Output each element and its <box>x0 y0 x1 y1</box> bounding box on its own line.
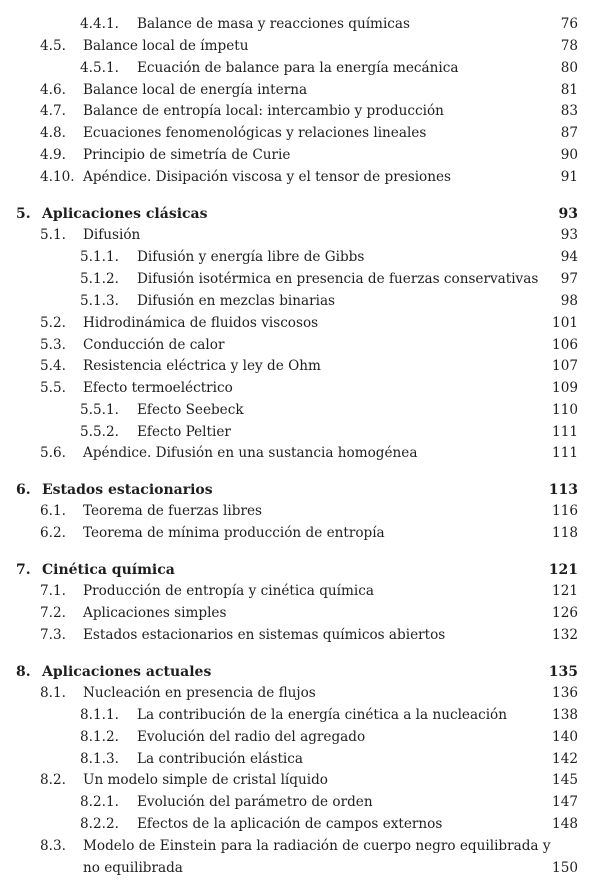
toc-entry-title: La contribución de la energía cinética a la nucleación <box>137 707 507 723</box>
toc-entry-title: Nucleación en presencia de flujos <box>83 685 316 701</box>
toc-entry-number: 6.2. <box>40 525 66 541</box>
toc-entry-row <box>0 399 600 421</box>
toc-entry-page: 150 <box>552 860 578 876</box>
toc-entry-row <box>0 748 600 770</box>
toc-entry-number: 5.1.3. <box>80 293 119 309</box>
toc-entry-page: 145 <box>552 772 578 788</box>
toc-entry-row <box>0 122 600 144</box>
toc-entry-number: 4.10. <box>40 169 75 185</box>
toc-entry-row <box>0 355 600 377</box>
toc-entry-title: Un modelo simple de cristal líquido <box>83 772 328 788</box>
toc-chapter-row <box>0 203 600 225</box>
toc-entry-page: 126 <box>552 605 578 621</box>
toc-entry-title: Efecto Peltier <box>137 424 231 440</box>
toc-entry-title: Aplicaciones actuales <box>42 664 212 680</box>
toc-entry-title: Difusión isotérmica en presencia de fuerzas conservativas <box>137 271 539 287</box>
toc-entry-title: Modelo de Einstein para la radiación de cuerpo negro equilibrada y no equilibrada <box>83 838 551 876</box>
toc-chapter-row <box>0 479 600 501</box>
toc-entry-page: 121 <box>552 583 578 599</box>
toc-entry-title: Ecuaciones fenomenológicas y relaciones lineales <box>83 125 427 141</box>
toc-entry-page: 135 <box>548 664 578 680</box>
toc-entry-title: Teorema de mínima producción de entropía <box>83 525 385 541</box>
toc-entry-number: 4.9. <box>40 147 66 163</box>
toc-entry-number: 8.1. <box>40 685 66 701</box>
toc-entry-page: 118 <box>552 525 578 541</box>
toc-entry-number: 4.5. <box>40 38 66 54</box>
toc-entry-number: 5.3. <box>40 337 66 353</box>
toc-entry-page: 136 <box>552 685 578 701</box>
toc-entry-row <box>0 57 600 79</box>
toc-entry-number: 4.7. <box>40 103 66 119</box>
toc-entry-number: 4.6. <box>40 82 66 98</box>
toc-entry-row <box>0 791 600 813</box>
toc-entry-number: 4.5.1. <box>80 60 119 76</box>
toc-entry-page: 140 <box>552 729 578 745</box>
toc-entry-row <box>0 769 600 791</box>
toc-entry-row <box>0 421 600 443</box>
toc-entry-number: 7. <box>16 562 31 578</box>
toc-entry-page: 109 <box>552 380 578 396</box>
toc-entry-row <box>0 312 600 334</box>
toc-entry-number: 8.2. <box>40 772 66 788</box>
toc-entry-number: 6. <box>16 482 31 498</box>
toc-entry-number: 6.1. <box>40 503 66 519</box>
toc-entry-page: 111 <box>552 445 578 461</box>
toc-entry-number: 8.1.3. <box>80 751 119 767</box>
toc-entry-page: 113 <box>548 482 578 498</box>
toc-entry-number: 7.2. <box>40 605 66 621</box>
toc-entry-title: Difusión en mezclas binarias <box>137 293 336 309</box>
toc-entry-number: 5.6. <box>40 445 66 461</box>
toc-entry-row <box>0 100 600 122</box>
toc-entry-page: 90 <box>560 147 578 163</box>
toc-entry-title: La contribución elástica <box>137 751 303 767</box>
toc-entry-row <box>0 144 600 166</box>
toc-entry-number: 5.5. <box>40 380 66 396</box>
toc-entry-page: 80 <box>560 60 578 76</box>
toc-entry-row <box>0 166 600 188</box>
toc-entry-page: 78 <box>560 38 578 54</box>
toc-entry-row <box>0 813 600 835</box>
toc-entry-row <box>0 35 600 57</box>
toc-entry-title: Estados estacionarios <box>42 482 213 498</box>
toc-entry-row <box>0 79 600 101</box>
toc-entry-page: 91 <box>560 169 578 185</box>
toc-entry-row <box>0 522 600 544</box>
toc-entry-page: 111 <box>552 424 578 440</box>
toc-entry-title: Ecuación de balance para la energía mecánica <box>137 60 459 76</box>
toc-entry-number: 8.1.1. <box>80 707 119 723</box>
toc-entry-title: Apéndice. Difusión en una sustancia homogénea <box>83 445 418 461</box>
toc-entry-title: Difusión y energía libre de Gibbs <box>137 249 365 265</box>
toc-entry-row <box>0 602 600 624</box>
toc-entry-page: 81 <box>560 82 578 98</box>
toc-entry-number: 5.1. <box>40 227 66 243</box>
toc-entry-row <box>0 704 600 726</box>
toc-entry-page: 87 <box>560 125 578 141</box>
toc-entry-page: 148 <box>552 816 578 832</box>
toc-entry-number: 5.4. <box>40 358 66 374</box>
toc-entry-number: 7.3. <box>40 627 66 643</box>
toc-entry-number: 8.1.2. <box>80 729 119 745</box>
toc-entry-page: 121 <box>548 562 578 578</box>
toc-entry-title: Evolución del radio del agregado <box>137 729 366 745</box>
toc-entry-title: Efectos de la aplicación de campos externos <box>137 816 443 832</box>
toc-entry-page: 116 <box>552 503 578 519</box>
toc-entry-title: Difusión <box>83 227 141 243</box>
toc-entry-row <box>0 377 600 399</box>
toc-entry-row <box>0 224 600 246</box>
toc-entry-page: 94 <box>560 249 578 265</box>
toc-entry-page: 110 <box>552 402 578 418</box>
toc-chapter-row <box>0 661 600 683</box>
toc-entry-page: 142 <box>552 751 578 767</box>
toc-entry-title: Producción de entropía y cinética química <box>83 583 374 599</box>
toc-entry-page: 101 <box>552 315 578 331</box>
toc-entry-row <box>0 246 600 268</box>
toc-entry-number: 5.5.1. <box>80 402 119 418</box>
toc-entry-page: 93 <box>558 206 578 222</box>
toc-entry-number: 5.2. <box>40 315 66 331</box>
toc-entry-title: Efecto termoeléctrico <box>83 380 233 396</box>
toc-entry-row <box>0 334 600 356</box>
toc-entry-title: Cinética química <box>42 562 175 578</box>
toc-entry-page: 106 <box>552 337 578 353</box>
toc-entry-title: Efecto Seebeck <box>137 402 244 418</box>
toc-entry-title: Balance local de energía interna <box>83 82 308 98</box>
toc-entry-title: Balance de entropía local: intercambio y producción <box>83 103 444 119</box>
toc-entry-title: Aplicaciones simples <box>83 605 227 621</box>
toc-entry-number: 5.5.2. <box>80 424 119 440</box>
toc-entry-row <box>0 835 600 879</box>
toc-entry-row <box>0 268 600 290</box>
toc-entry-row <box>0 290 600 312</box>
toc-entry-title: Aplicaciones clásicas <box>42 206 208 222</box>
toc-entry-page: 98 <box>560 293 578 309</box>
toc-entry-title: Estados estacionarios en sistemas químicos abiertos <box>83 627 446 643</box>
toc-entry-number: 8.3. <box>40 838 66 854</box>
toc-entry-row <box>0 580 600 602</box>
toc-entry-title: Balance local de ímpetu <box>83 38 249 54</box>
toc-entry-row <box>0 500 600 522</box>
toc-entry-row <box>0 726 600 748</box>
toc-entry-page: 93 <box>560 227 578 243</box>
toc-entry-number: 5.1.1. <box>80 249 119 265</box>
toc-entry-page: 107 <box>552 358 578 374</box>
toc-entry-number: 4.4.1. <box>80 16 119 32</box>
toc-entry-title: Principio de simetría de Curie <box>83 147 291 163</box>
toc-entry-title: Balance de masa y reacciones químicas <box>137 16 410 32</box>
toc-entry-title: Conducción de calor <box>83 337 225 353</box>
toc-entry-row <box>0 682 600 704</box>
toc-entry-row <box>0 13 600 35</box>
toc-entry-number: 7.1. <box>40 583 66 599</box>
toc-entry-title: Hidrodinámica de fluidos viscosos <box>83 315 319 331</box>
toc-entry-number: 8.2.2. <box>80 816 119 832</box>
toc-entry-page: 132 <box>552 627 578 643</box>
toc-entry-page: 76 <box>560 16 578 32</box>
toc-entry-row <box>0 442 600 464</box>
toc-entry-number: 8.2.1. <box>80 794 119 810</box>
toc-entry-page: 147 <box>552 794 578 810</box>
toc-entry-page: 138 <box>552 707 578 723</box>
toc-chapter-row <box>0 559 600 581</box>
toc-entry-page: 97 <box>560 271 578 287</box>
toc-entry-number: 8. <box>16 664 31 680</box>
toc-entry-title: Teorema de fuerzas libres <box>83 503 262 519</box>
toc-entry-title: Resistencia eléctrica y ley de Ohm <box>83 358 321 374</box>
toc-entry-number: 5. <box>16 206 31 222</box>
toc-entry-number: 5.1.2. <box>80 271 119 287</box>
toc-entry-page: 83 <box>560 103 578 119</box>
toc-entry-row <box>0 624 600 646</box>
toc-entry-title: Apéndice. Disipación viscosa y el tensor de presiones <box>83 169 452 185</box>
toc-entry-title: Evolución del parámetro de orden <box>137 794 373 810</box>
toc-entry-number: 4.8. <box>40 125 66 141</box>
